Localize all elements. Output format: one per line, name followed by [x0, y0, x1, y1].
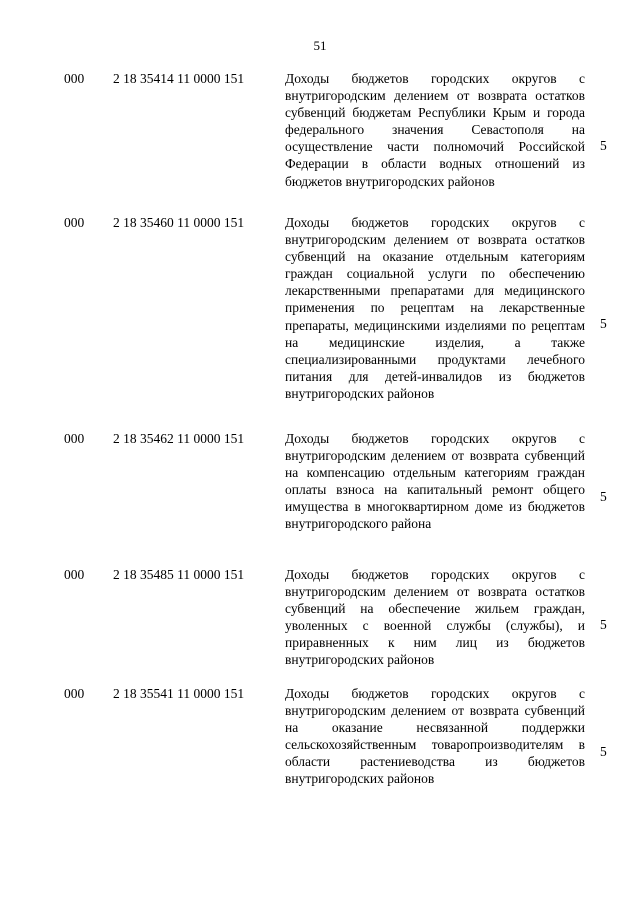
amount-value: 5 [600, 489, 607, 504]
page-number: 51 [313, 38, 327, 53]
admin-code: 000 [64, 71, 85, 86]
amount-value: 5 [600, 316, 607, 331]
budget-classification-code: 2 18 35541 11 0000 151 [113, 686, 245, 701]
admin-code: 000 [64, 567, 85, 582]
budget-classification-code: 2 18 35485 11 0000 151 [113, 567, 245, 582]
admin-code: 000 [64, 431, 85, 446]
income-description: Доходы бюджетов городских округов с внутригородским делением от возврата субвенций на компенсацию отдельным категориям граждан оплаты взноса на капитальный ремонт общего имущества в многоквартирном доме из бюджетов внутригородского района [285, 431, 585, 532]
budget-classification-code: 2 18 35462 11 0000 151 [113, 431, 245, 446]
admin-code: 000 [64, 686, 85, 701]
amount-value: 5 [600, 744, 607, 759]
budget-classification-code: 2 18 35460 11 0000 151 [113, 215, 245, 230]
amount-value: 5 [600, 617, 607, 632]
income-description: Доходы бюджетов городских округов с внутригородским делением от возврата остатков субвенций на обеспечение жильем граждан, уволенных с военной службы (службы), и приравненных к ним лиц из бюджетов внутригородских районов [285, 567, 585, 668]
amount-value: 5 [600, 138, 607, 153]
budget-classification-code: 2 18 35414 11 0000 151 [113, 71, 245, 86]
admin-code: 000 [64, 215, 85, 230]
income-description: Доходы бюджетов городских округов с внутригородским делением от возврата остатков субвенций бюджетам Республики Крым и города федерального значения Севастополя на осуществление части полномочий Российской Федерации в области водных отношений из бюджетов внутригородских районов [285, 71, 585, 189]
income-description: Доходы бюджетов городских округов с внутригородским делением от возврата субвенций на оказание несвязанной поддержки сельскохозяйственным товаропроизводителям в области растениеводства из бюджетов внутригородских районов [285, 686, 585, 787]
income-description: Доходы бюджетов городских округов с внутригородским делением от возврата остатков субвенций на оказание отдельным категориям граждан социальной услуги по обеспечению лекарственными препаратами для медицинского применения по рецептам на лекарственные препараты, медицинскими изделиями по рецептам на медицинские изделия, а также специализированными продуктами лечебного питания для детей-инвалидов из бюджетов внутригородских районов [285, 215, 585, 401]
